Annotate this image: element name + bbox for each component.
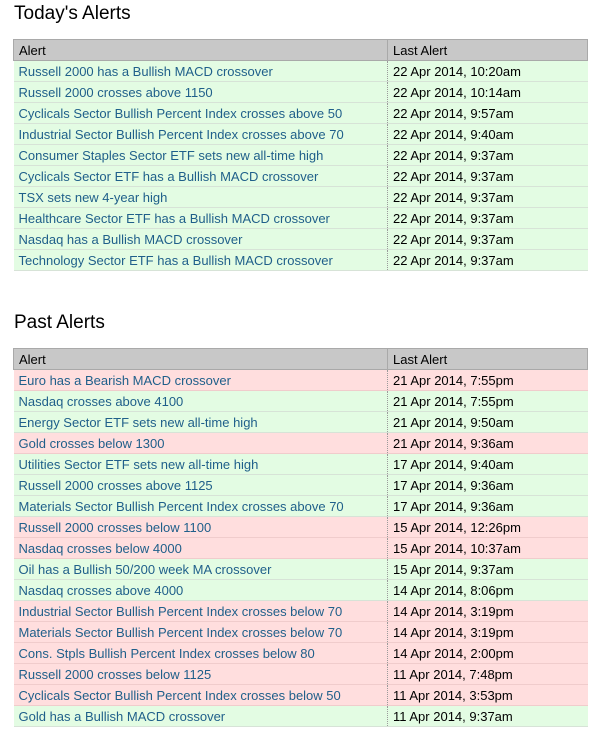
alert-cell bbox=[14, 643, 388, 664]
table-header-row bbox=[14, 349, 588, 370]
table-row bbox=[14, 166, 588, 187]
alert-link[interactable]: Cyclicals Sector Bullish Percent Index crosses below 50 bbox=[18, 687, 341, 703]
table-row bbox=[14, 103, 588, 124]
alert-link[interactable]: Russell 2000 crosses above 1125 bbox=[18, 477, 213, 493]
last-alert-time: 14 Apr 2014, 3:19pm bbox=[388, 601, 588, 622]
last-alert-time: 17 Apr 2014, 9:40am bbox=[388, 454, 588, 475]
last-alert-time: 11 Apr 2014, 9:37am bbox=[388, 706, 588, 727]
last-alert-time: 22 Apr 2014, 9:37am bbox=[388, 166, 588, 187]
last-alert-column-header: Last Alert bbox=[388, 40, 588, 61]
alert-cell bbox=[14, 475, 388, 496]
alert-cell bbox=[14, 517, 388, 538]
alert-cell bbox=[14, 559, 388, 580]
alert-link[interactable]: Gold has a Bullish MACD crossover bbox=[18, 708, 226, 724]
alert-cell bbox=[14, 454, 388, 475]
alert-link[interactable]: Cyclicals Sector Bullish Percent Index crosses above 50 bbox=[18, 105, 343, 121]
table-row bbox=[14, 145, 588, 166]
last-alert-time: 14 Apr 2014, 3:19pm bbox=[388, 622, 588, 643]
last-alert-time: 22 Apr 2014, 10:14am bbox=[388, 82, 588, 103]
table-row bbox=[14, 643, 588, 664]
last-alert-time: 22 Apr 2014, 9:37am bbox=[388, 145, 588, 166]
last-alert-time: 15 Apr 2014, 12:26pm bbox=[388, 517, 588, 538]
alert-link[interactable]: Nasdaq crosses below 4000 bbox=[18, 540, 182, 556]
alert-cell bbox=[14, 370, 388, 391]
alert-cell bbox=[14, 433, 388, 454]
alert-link[interactable]: Gold crosses below 1300 bbox=[18, 435, 165, 451]
past-alerts-heading: Past Alerts bbox=[14, 312, 105, 333]
alert-cell bbox=[14, 496, 388, 517]
alert-cell bbox=[14, 103, 388, 124]
last-alert-time: 11 Apr 2014, 7:48pm bbox=[388, 664, 588, 685]
alert-cell bbox=[14, 124, 388, 145]
last-alert-time: 15 Apr 2014, 9:37am bbox=[388, 559, 588, 580]
alert-cell bbox=[14, 685, 388, 706]
alert-link[interactable]: Euro has a Bearish MACD crossover bbox=[18, 372, 231, 388]
last-alert-time: 22 Apr 2014, 9:37am bbox=[388, 187, 588, 208]
last-alert-time: 21 Apr 2014, 7:55pm bbox=[388, 370, 588, 391]
table-row bbox=[14, 250, 588, 271]
table-header-row bbox=[14, 40, 588, 61]
alert-link[interactable]: Industrial Sector Bullish Percent Index crosses below 70 bbox=[18, 603, 343, 619]
alert-cell bbox=[14, 664, 388, 685]
alert-link[interactable]: Nasdaq crosses above 4100 bbox=[18, 393, 184, 409]
alert-link[interactable]: Russell 2000 crosses below 1125 bbox=[18, 666, 212, 682]
table-row bbox=[14, 664, 588, 685]
alert-cell bbox=[14, 82, 388, 103]
last-alert-time: 22 Apr 2014, 9:57am bbox=[388, 103, 588, 124]
alert-cell bbox=[14, 538, 388, 559]
alert-link[interactable]: Russell 2000 has a Bullish MACD crossover bbox=[18, 63, 273, 79]
alert-cell bbox=[14, 166, 388, 187]
table-row bbox=[14, 706, 588, 727]
last-alert-time: 14 Apr 2014, 2:00pm bbox=[388, 643, 588, 664]
alert-link[interactable]: Consumer Staples Sector ETF sets new all-time high bbox=[18, 147, 324, 163]
alert-link[interactable]: Cons. Stpls Bullish Percent Index crosses below 80 bbox=[18, 645, 315, 661]
last-alert-time: 22 Apr 2014, 10:20am bbox=[388, 61, 588, 82]
alert-cell bbox=[14, 601, 388, 622]
alert-link[interactable]: Healthcare Sector ETF has a Bullish MACD crossover bbox=[18, 210, 330, 226]
alert-cell bbox=[14, 622, 388, 643]
table-row bbox=[14, 229, 588, 250]
alert-cell bbox=[14, 145, 388, 166]
table-row bbox=[14, 685, 588, 706]
last-alert-time: 21 Apr 2014, 9:50am bbox=[388, 412, 588, 433]
alert-link[interactable]: Technology Sector ETF has a Bullish MACD crossover bbox=[18, 252, 333, 268]
todays-alerts-heading: Today's Alerts bbox=[14, 3, 131, 24]
table-row bbox=[14, 580, 588, 601]
alert-cell bbox=[14, 208, 388, 229]
alert-cell bbox=[14, 229, 388, 250]
table-row bbox=[14, 454, 588, 475]
last-alert-time: 11 Apr 2014, 3:53pm bbox=[388, 685, 588, 706]
alert-link[interactable]: Russell 2000 crosses above 1150 bbox=[18, 84, 213, 100]
alert-cell bbox=[14, 187, 388, 208]
last-alert-time: 22 Apr 2014, 9:40am bbox=[388, 124, 588, 145]
last-alert-time: 22 Apr 2014, 9:37am bbox=[388, 208, 588, 229]
todays-alerts-table bbox=[13, 39, 588, 271]
table-row bbox=[14, 208, 588, 229]
alert-link[interactable]: Nasdaq crosses above 4000 bbox=[18, 582, 184, 598]
last-alert-column-header: Last Alert bbox=[388, 349, 588, 370]
table-row bbox=[14, 601, 588, 622]
alert-link[interactable]: Utilities Sector ETF sets new all-time high bbox=[18, 456, 259, 472]
table-row bbox=[14, 391, 588, 412]
table-row bbox=[14, 61, 588, 82]
alert-link[interactable]: Materials Sector Bullish Percent Index crosses above 70 bbox=[18, 498, 344, 514]
table-row bbox=[14, 124, 588, 145]
past-alerts-table bbox=[13, 348, 588, 727]
last-alert-time: 21 Apr 2014, 7:55pm bbox=[388, 391, 588, 412]
table-row bbox=[14, 622, 588, 643]
last-alert-time: 21 Apr 2014, 9:36am bbox=[388, 433, 588, 454]
alert-cell bbox=[14, 61, 388, 82]
table-row bbox=[14, 82, 588, 103]
alert-column-header: Alert bbox=[14, 349, 388, 370]
table-row bbox=[14, 496, 588, 517]
alert-link[interactable]: Industrial Sector Bullish Percent Index crosses above 70 bbox=[18, 126, 344, 142]
alert-link[interactable]: Materials Sector Bullish Percent Index crosses below 70 bbox=[18, 624, 343, 640]
alert-link[interactable]: Russell 2000 crosses below 1100 bbox=[18, 519, 212, 535]
alert-column-header: Alert bbox=[14, 40, 388, 61]
alert-link[interactable]: Cyclicals Sector ETF has a Bullish MACD crossover bbox=[18, 168, 319, 184]
last-alert-time: 22 Apr 2014, 9:37am bbox=[388, 250, 588, 271]
table-row bbox=[14, 538, 588, 559]
table-row bbox=[14, 412, 588, 433]
last-alert-time: 14 Apr 2014, 8:06pm bbox=[388, 580, 588, 601]
last-alert-time: 15 Apr 2014, 10:37am bbox=[388, 538, 588, 559]
table-row bbox=[14, 517, 588, 538]
table-row bbox=[14, 559, 588, 580]
table-row bbox=[14, 475, 588, 496]
alert-link[interactable]: Oil has a Bullish 50/200 week MA crossover bbox=[18, 561, 272, 577]
alert-cell bbox=[14, 391, 388, 412]
last-alert-time: 17 Apr 2014, 9:36am bbox=[388, 475, 588, 496]
alert-cell bbox=[14, 412, 388, 433]
alert-cell bbox=[14, 706, 388, 727]
alert-link[interactable]: Nasdaq has a Bullish MACD crossover bbox=[18, 231, 243, 247]
alert-link[interactable]: Energy Sector ETF sets new all-time high bbox=[18, 414, 258, 430]
alert-cell bbox=[14, 580, 388, 601]
table-row bbox=[14, 433, 588, 454]
alert-link[interactable]: TSX sets new 4-year high bbox=[18, 189, 168, 205]
last-alert-time: 22 Apr 2014, 9:37am bbox=[388, 229, 588, 250]
table-row bbox=[14, 370, 588, 391]
last-alert-time: 17 Apr 2014, 9:36am bbox=[388, 496, 588, 517]
alert-cell bbox=[14, 250, 388, 271]
table-row bbox=[14, 187, 588, 208]
